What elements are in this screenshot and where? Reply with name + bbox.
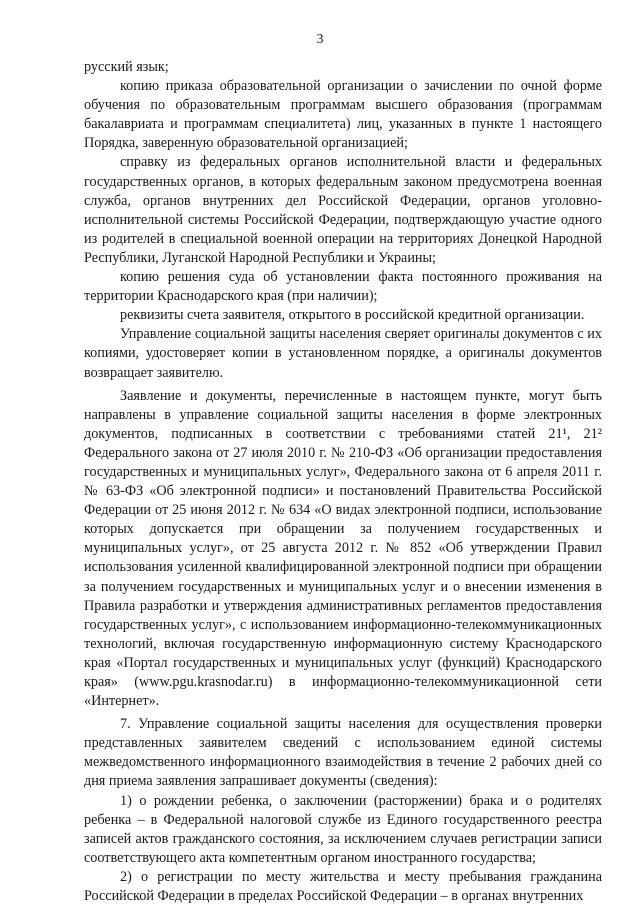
paragraph-item-7-intro: 7. Управление социальной защиты населения для осуществления проверки представленных заявителем сведений с использованием единой системы межведомственного информационного взаимодействия в течение 2 рабочих дней со дня приема заявления запрашивает документы (сведения): bbox=[84, 716, 602, 790]
paragraph-continuation: русский язык; bbox=[84, 59, 169, 75]
paragraph-originals-verification: Управление социальной защиты населения сверяет оригиналы документов с их копиями, удостоверяет копии в установленном порядке, а оригиналы документов возвращает заявителю. bbox=[84, 326, 602, 381]
page-number: 3 bbox=[316, 32, 324, 47]
paragraph-court-decision-copy: копию решения суда об установлении факта постоянного проживания на территории Краснодарского края (при наличии); bbox=[84, 269, 602, 305]
paragraph-electronic-submission: Заявление и документы, перечисленные в настоящем пункте, могут быть направлены в управление социальной защиты населения в форме электронных документов, подписанных в соответствии с требованиями статей 21¹, 21² Федерального закона от 27 июля 2010 г. № 210-ФЗ «Об организации предоставления государственных и муниципальных услуг», Федерального закона от 6 апреля 2011 г. № 63-ФЗ «Об электронной подписи» и постановлений Правительства Российской Федерации от 25 июня 2012 г. № 634 «О видах электронной подписи, использование которых допускается при обращении за получением государственных и муниципальных услуг», от 25 августа 2012 г. № 852 «Об утверждении Правил использования усиленной квалифицированной электронной подписи при обращении за получением государственных и муниципальных услуг и о внесении изменения в Правила разработки и утверждения административных регламентов предоставления государственных услуг», с использованием информационно-телекоммуникационных технологий, включая государственную информационную систему Краснодарского края «Портал государственных и муниципальных услуг (функций) Краснодарского края» (www.pgu.krasnodar.ru) в информационно-телекоммуникационной сети «Интернет». bbox=[84, 387, 602, 710]
document-body bbox=[84, 58, 602, 906]
paragraph-bank-details: реквизиты счета заявителя, открытого в российской кредитной организации. bbox=[120, 307, 585, 324]
paragraph-item-7-2: 2) о регистрации по месту жительства и месту пребывания гражданина Российской Федерации в пределах Российской Федерации – в органах внутренних bbox=[84, 868, 602, 905]
paragraph-enrollment-order-copy: копию приказа образовательной организации о зачислении по очной форме обучения по образовательным программам высшего образования (программам бакалавриата и программам специалитета) лиц, указанных в пункте 1 настоящего Порядка, заверенную образовательной организацией; bbox=[84, 78, 602, 152]
paragraph-military-certificate: справку из федеральных органов исполнительной власти и федеральных государственных органов, в которых федеральным законом предусмотрена военная служба, органов внутренних дел Российской Федерации, органов уголовно-исполнительной системы Российской Федерации, подтверждающую участие одного из родителей в специальной военной операции на территориях Донецкой Народной Республики, Луганской Народной Республики и Украины; bbox=[84, 154, 602, 266]
paragraph-item-7-1: 1) о рождении ребенка, о заключении (расторжении) брака и о родителях ребенка – в Федеральной налоговой службе из Единого государственного реестра записей актов гражданского состояния, за исключением случаев регистрации записи соответствующего акта компетентным органом иностранного государства; bbox=[84, 792, 602, 866]
